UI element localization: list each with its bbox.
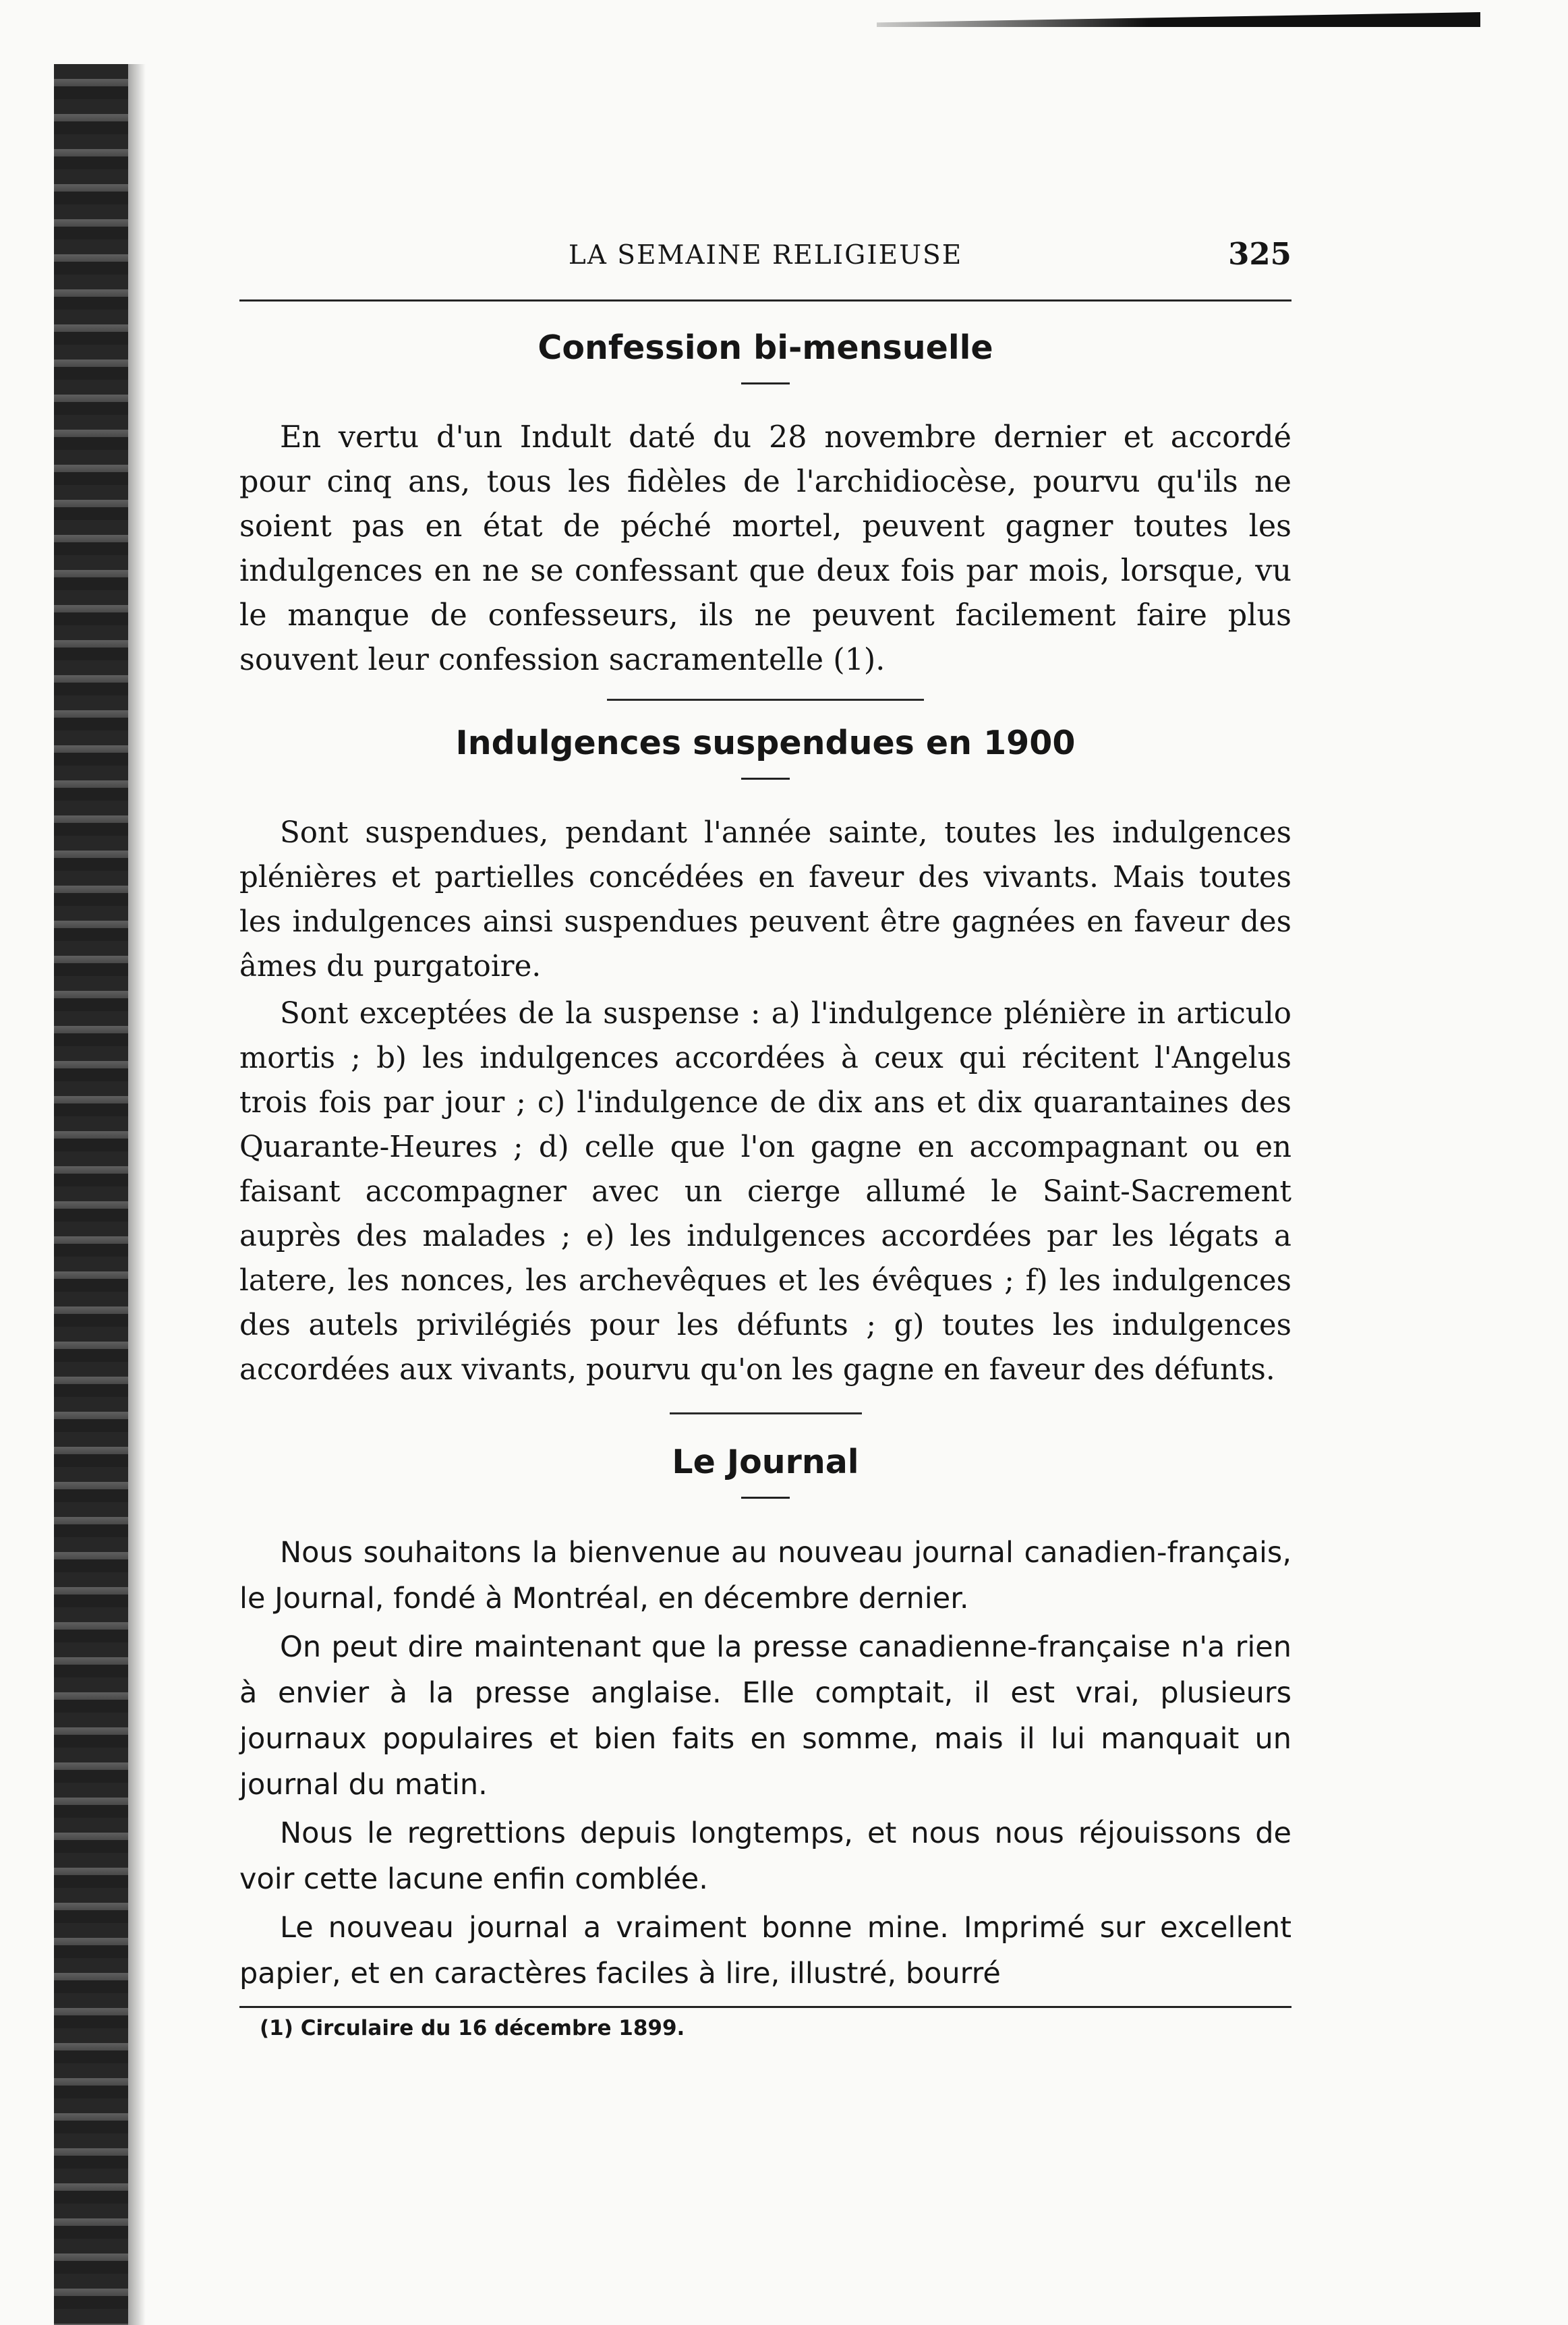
section-title-confession: Confession bi-mensuelle [538,328,993,367]
running-title: LA SEMAINE RELIGIEUSE [568,240,963,270]
title-dash [741,778,790,780]
section-title-journal: Le Journal [672,1442,859,1481]
paragraph-journal-2: On peut dire maintenant que la presse canadienne-française n'a rien à envier à la presse anglaise. Elle comptait, il est vrai, plusieurs journaux populaires et bien faits en somme, mais il lui manquait un journal du matin. [239,1630,1291,1802]
footnote: (1) Circulaire du 16 décembre 1899. [260,2015,685,2040]
section-indulgences-suspendues [239,725,1291,1392]
header-rule [239,299,1291,302]
section-divider [607,699,924,701]
section-divider [670,1412,862,1414]
paragraph-indulgences-2: Sont exceptées de la suspense : a) l'indulgence plénière in articulo mortis ; b) les indulgences accordées à ceux qui récitent l'Angelus trois fois par jour ; c) l'indulgence de dix ans et dix quarantaines des Quarante-Heures ; d) celle que l'on gagne en accompagnant ou en faisant accompagner avec un cierge allumé le Saint-Sacrement auprès des malades ; e) les indulgences accordées par les légats a latere, les nonces, les archevêques et les évêques ; f) les indulgences des autels privilégiés pour les défunts ; g) toutes les indulgences accordées aux vivants, pourvu qu'on les gagne en faveur des défunts. [239,996,1291,1387]
footnote-rule [239,2006,1291,2008]
section-title-indulgences: Indulgences suspendues en 1900 [455,723,1076,762]
title-dash [741,1497,790,1499]
section-confession-bi-mensuelle [239,330,1291,683]
running-header [239,236,1291,283]
paragraph-journal-1: Nous souhaitons la bienvenue au nouveau journal canadien-français, le Journal, fondé à Montréal, en décembre dernier. [239,1535,1291,1615]
top-scan-rule [877,12,1480,27]
book-binding-edge [54,64,128,2325]
book-page [239,236,1291,2260]
section-le-journal [239,1444,1291,1997]
page-number: 325 [1228,236,1291,272]
paragraph-confession: En vertu d'un Indult daté du 28 novembre dernier et accordé pour cinq ans, tous les fidèles de l'archidiocèse, pourvu qu'ils ne soient pas en état de péché mortel, peuvent gagner toutes les indulgences en ne se confessant que deux fois par mois, lorsque, vu le manque de confesseurs, ils ne peuvent facilement faire plus souvent leur confession sacramentelle (1). [239,420,1291,677]
title-dash [741,382,790,384]
paragraph-journal-3: Nous le regrettions depuis longtemps, et nous nous réjouissons de voir cette lacune enfin comblée. [239,1816,1291,1896]
paragraph-journal-4: Le nouveau journal a vraiment bonne mine. Imprimé sur excellent papier, et en caractères faciles à lire, illustré, bourré [239,1910,1291,1990]
paragraph-indulgences-1: Sont suspendues, pendant l'année sainte, toutes les indulgences plénières et partielles concédées en faveur des vivants. Mais toutes les indulgences ainsi suspendues peuvent être gagnées en faveur des âmes du purgatoire. [239,815,1291,983]
